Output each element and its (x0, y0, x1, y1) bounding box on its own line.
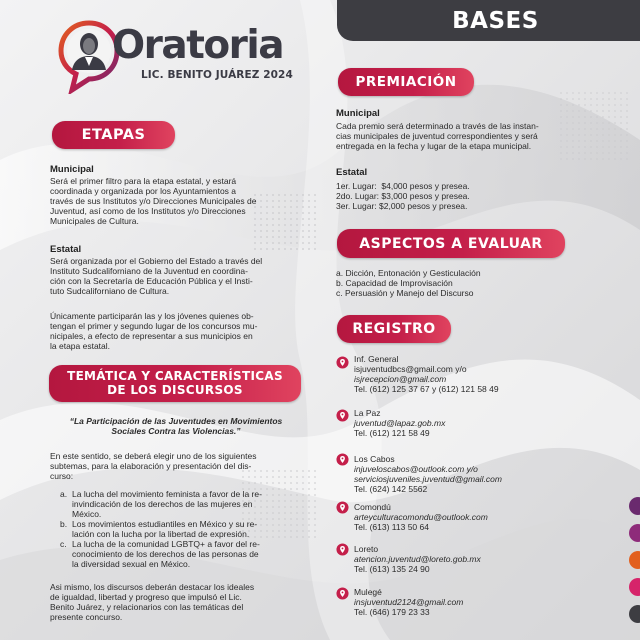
etapas-heading: ETAPAS (52, 121, 175, 149)
location-pin-icon (336, 501, 349, 514)
location-pin-icon (336, 543, 349, 556)
oratoria-logo (58, 18, 308, 98)
aspecto-item: a. Dicción, Entonación y Gesticulación (336, 268, 481, 278)
contact-los-cabos: Los Cabos injuveloscabos@outlook.com y/o serviciosjuveniles.juventud@gmail.com Tel. (624) 142 5562 (354, 454, 604, 494)
registro-heading: REGISTRO (337, 315, 451, 343)
contact-mulege: Mulegé insjuventud2124@gmail.com Tel. (646) 179 23 33 (354, 587, 604, 617)
etapas-municipal-title: Municipal (50, 164, 94, 175)
prize-row: 1er. Lugar: $4,000 pesos y presea. (336, 181, 470, 191)
premiacion-heading: PREMIACIÓN (338, 68, 474, 96)
decor-dot (629, 497, 640, 515)
subtopic-item: a. La lucha del movimiento feminista a favor de la re- invindicación de los derechos de las mujeres en México. (60, 489, 262, 519)
color-dots-decoration (620, 490, 640, 640)
tematica-closing: Asi mismo, los discursos deberán destacar los ideales de igualdad, libertad y progreso que impulsó el Lic. Benito Juárez, y relacionarios con las temáticas del presente concurso. (50, 582, 255, 622)
contact-email[interactable]: isjrecepcion@gmail.com (354, 374, 447, 384)
aspecto-item: b. Capacidad de Improvisación (336, 278, 453, 288)
etapas-municipal-text: Será el primer filtro para la etapa estatal, y estará coordinada y organizada por los Ayuntamientos a través de sus Institutos y/o Direcciones Municipales de Juventud, así como de los Institutos y/o Direcciones Municipales de Cultura. (50, 176, 257, 226)
contact-comondu: Comondú arteyculturacomondu@outlook.com Tel. (613) 113 50 64 (354, 502, 604, 532)
location-pin-icon (336, 587, 349, 600)
tematica-heading: TEMÁTICA Y CARACTERÍSTICAS DE LOS DISCURSOS (49, 365, 301, 402)
etapas-estatal-text: Será organizada por el Gobierno del Estado a través del Instituto Sudcaliforniano de la Juventud en coordina- ción con la Secretaría de Educación Pública y el Insti- tuto Sudcaliforniano de Cultura. (50, 256, 263, 296)
aspecto-item: c. Persuasión y Manejo del Discurso (336, 288, 474, 298)
logo-subtitle: LIC. BENITO JUÁREZ 2024 (141, 69, 293, 81)
bases-title: BASES (452, 7, 539, 34)
tematica-subtopics (60, 489, 302, 569)
contact-loreto: Loreto atencion.juventud@loreto.gob.mx Tel. (613) 135 24 90 (354, 544, 604, 574)
aspectos-list (336, 268, 596, 298)
contact-email[interactable]: isjuventudbcs@gmail.com y/o (354, 364, 467, 374)
aspectos-heading: ASPECTOS A EVALUAR (337, 229, 565, 258)
contact-email[interactable]: juventud@lapaz.gob.mx (354, 418, 446, 428)
location-pin-icon (336, 453, 349, 466)
decor-dot (629, 551, 640, 569)
subtopic-item: c. La lucha de la comunidad LGBTQ+ a favor del re- conocimiento de los derechos de las personas de la diversidad sexual en México. (60, 539, 260, 569)
tematica-intro: En este sentido, se deberá elegir uno de los siguientes subtemas, para la elaboración y presentación del dis- curso: (50, 451, 257, 481)
etapas-estatal-title: Estatal (50, 244, 82, 255)
prize-row: 2do. Lugar: $3,000 pesos y presea. (336, 191, 470, 201)
location-pin-icon (336, 356, 349, 369)
location-pin-icon (336, 409, 349, 422)
portrait-speech-bubble-icon (58, 20, 120, 94)
decor-dot (629, 578, 640, 596)
contact-email[interactable]: atencion.juventud@loreto.gob.mx (354, 554, 481, 564)
premiacion-estatal-title: Estatal (336, 167, 368, 178)
contact-email[interactable]: arteyculturacomondu@outlook.com (354, 512, 488, 522)
contact-general: Inf. General isjuventudbcs@gmail.com y/o isjrecepcion@gmail.com Tel. (612) 125 37 67 y (612) 121 58 49 (354, 354, 604, 394)
tematica-quote: “La Participación de las Juventudes en Movimientos Sociales Contra las Violencias.” (69, 416, 283, 436)
contact-la-paz: La Paz juventud@lapaz.gob.mx Tel. (612) 121 58 49 (354, 408, 604, 438)
logo-title: Oratoria (112, 23, 284, 68)
contact-email[interactable]: injuveloscabos@outlook.com y/o (354, 464, 478, 474)
contact-email[interactable]: insjuventud2124@gmail.com (354, 597, 464, 607)
premiacion-municipal-text: Cada premio será determinado a través de las instan- cias municipales de juventud correspondientes y será entregada en la fecha y lugar de la etapa municipal. (336, 121, 539, 151)
decor-dot (629, 605, 640, 623)
subtopic-item: b. Los movimientos estudiantiles en México y su re- lación con la lucha por la libertad de expresión. (60, 519, 258, 539)
decor-dot (629, 524, 640, 542)
etapas-note-text: Únicamente participarán las y los jóvenes quienes ob- tengan el primer y segundo lugar de los concursos mu- nicipales, a efecto de representar a sus municipios en la etapa estatal. (50, 311, 258, 351)
premiacion-municipal-title: Municipal (336, 108, 380, 119)
prize-list (336, 181, 596, 211)
bases-header (337, 0, 640, 41)
prize-row: 3er. Lugar: $2,000 pesos y presea. (336, 201, 468, 211)
contact-email[interactable]: serviciosjuveniles.juventud@gmail.com (354, 474, 502, 484)
